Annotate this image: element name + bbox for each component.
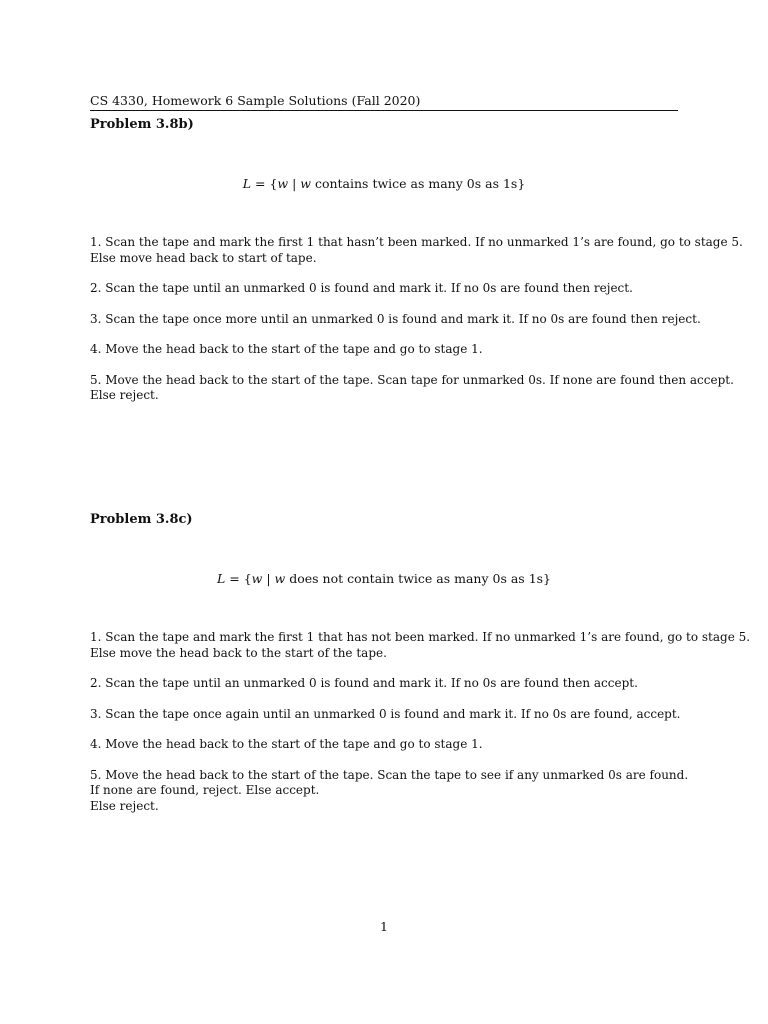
step-line: 1. Scan the tape and mark the first 1 that hasn’t been marked. If no unmarked 1’s are found, go to stage 5.: [90, 235, 743, 249]
step-2: [90, 281, 690, 297]
step-line: 2. Scan the tape until an unmarked 0 is found and mark it. If no 0s are found then accept.: [90, 676, 638, 690]
step-3: [90, 707, 690, 723]
step-line: Else reject.: [90, 388, 159, 402]
step-4: [90, 737, 690, 753]
formula-symbol: L: [242, 176, 252, 191]
step-2: [90, 676, 690, 692]
step-line: 1. Scan the tape and mark the first 1 that has not been marked. If no unmarked 1’s are found, go to stage 5.: [90, 630, 751, 644]
problem-title-3-8b: Problem 3.8b): [90, 117, 194, 132]
step-5: [90, 768, 690, 815]
formula-variable: w: [274, 571, 286, 586]
step-line: 4. Move the head back to the start of the tape and go to stage 1.: [90, 342, 483, 356]
step-line: 5. Move the head back to the start of the tape. Scan tape for unmarked 0s. If none are found then accept.: [90, 372, 734, 387]
step-3: [90, 311, 701, 328]
formula-text: does not contain twice as many 0s as 1s}: [285, 571, 552, 586]
step-line: 3. Scan the tape once again until an unmarked 0 is found and mark it. If no 0s are found, accept.: [90, 706, 681, 721]
problem-title-3-8c: Problem 3.8c): [90, 512, 193, 527]
language-definition-3-8b: [90, 176, 678, 192]
formula-separator: |: [288, 176, 301, 191]
formula-variable: w: [251, 571, 263, 586]
step-line: Else move head back to start of tape.: [90, 250, 317, 265]
formula-symbol: L: [216, 571, 226, 586]
step-5: [90, 372, 734, 404]
step-line: 3. Scan the tape once more until an unmarked 0 is found and mark it. If no 0s are found then reject.: [90, 311, 701, 326]
step-1: [90, 630, 751, 661]
step-4: [90, 342, 690, 358]
step-line: 2. Scan the tape until an unmarked 0 is found and mark it. If no 0s are found then reject.: [90, 281, 633, 295]
formula-text: contains twice as many 0s as 1s}: [310, 176, 526, 191]
formula-operator: = {: [225, 571, 252, 586]
step-line: 4. Move the head back to the start of the tape and go to stage 1.: [90, 737, 483, 751]
document-header: CS 4330, Homework 6 Sample Solutions (Fall 2020): [90, 93, 678, 111]
formula-variable: w: [300, 176, 311, 191]
formula-operator: = {: [251, 176, 278, 191]
step-line: Else reject.: [90, 798, 159, 813]
page-number: 1: [380, 919, 388, 934]
step-1: [90, 235, 743, 266]
language-definition-3-8c: [90, 571, 678, 587]
step-line: If none are found, reject. Else accept.: [90, 783, 320, 797]
step-line: Else move the head back to the start of the tape.: [90, 645, 387, 660]
step-line: 5. Move the head back to the start of the tape. Scan the tape to see if any unmarked 0s are found.: [90, 767, 689, 782]
steps-3-8b: [90, 235, 743, 404]
steps-3-8c: [90, 630, 751, 814]
formula-separator: |: [262, 571, 275, 586]
formula-variable: w: [277, 176, 289, 191]
